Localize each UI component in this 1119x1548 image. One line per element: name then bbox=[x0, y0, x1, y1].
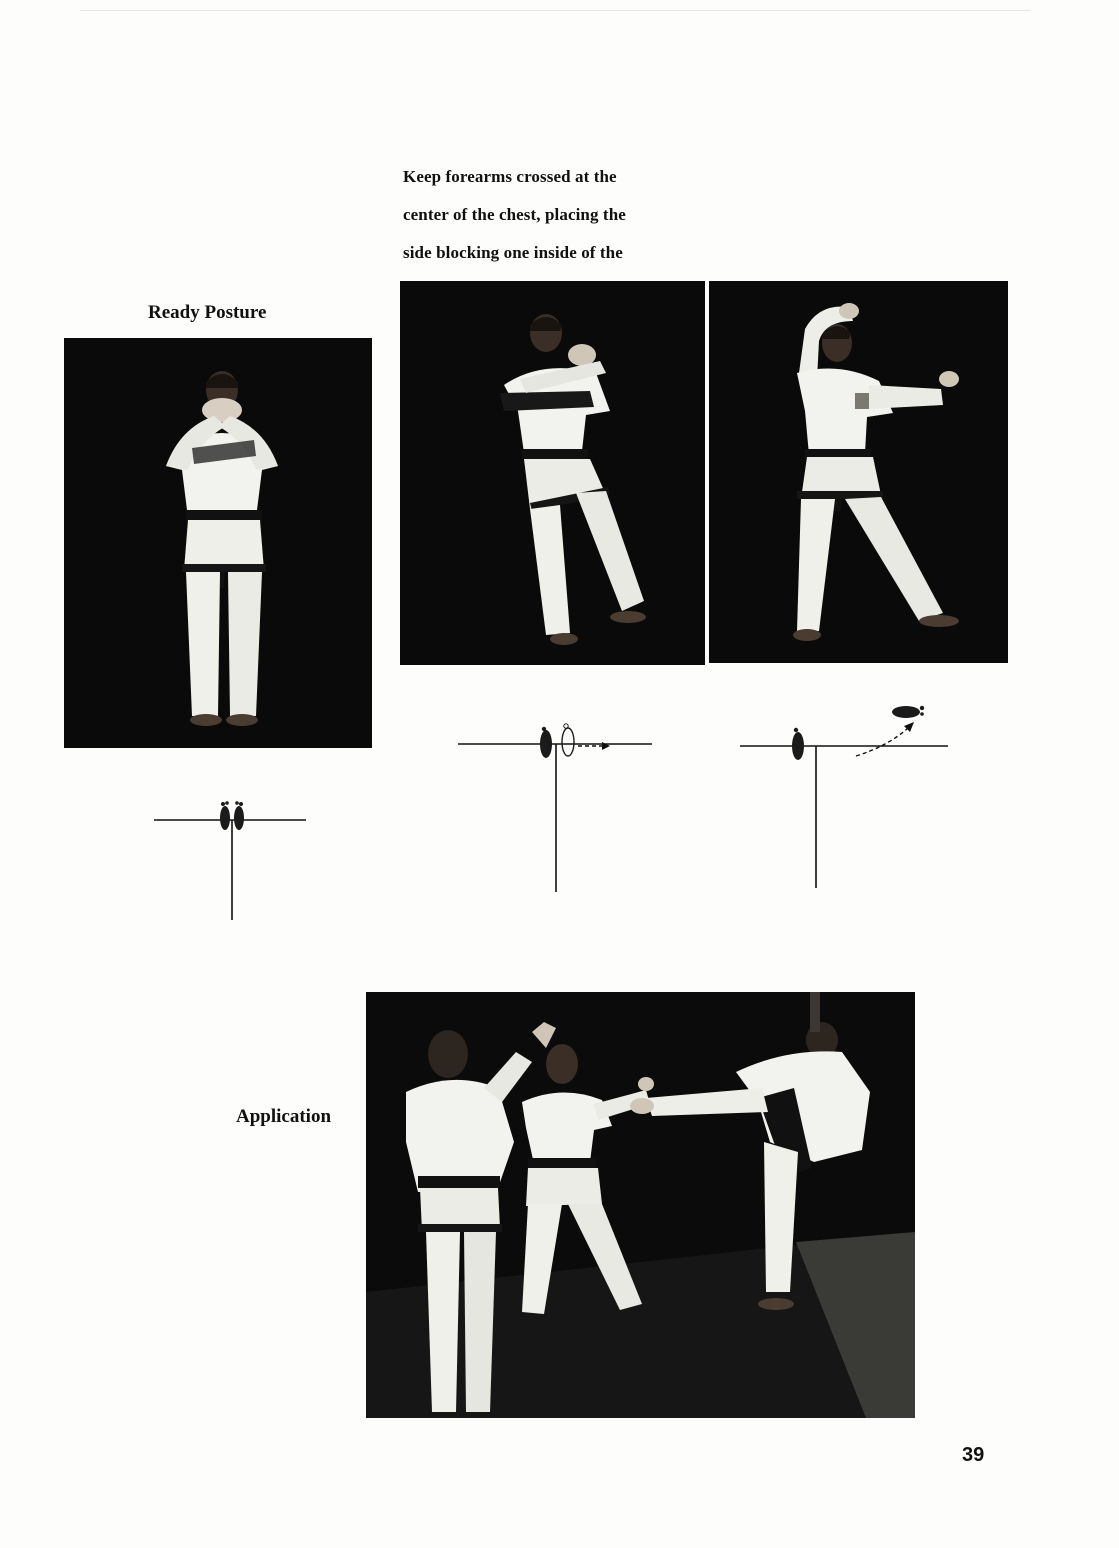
figure-side-block-stance bbox=[709, 281, 1008, 663]
footwork-diagram-step-1 bbox=[456, 722, 656, 894]
feet-step-icon bbox=[540, 724, 574, 758]
side-block-photo-2 bbox=[709, 281, 1008, 663]
rear-foot-icon bbox=[792, 728, 804, 760]
caption-line-3: side blocking one inside of the bbox=[403, 243, 623, 262]
footwork-diagram-ready bbox=[150, 798, 310, 922]
side-block-photo-1 bbox=[400, 281, 705, 665]
figure-crossed-forearms bbox=[400, 281, 705, 665]
ready-posture-photo bbox=[64, 338, 372, 748]
caption-line-2: center of the chest, placing the bbox=[403, 205, 626, 224]
curved-arrow-icon bbox=[856, 722, 914, 756]
application-label: Application bbox=[236, 1106, 332, 1127]
application-photo bbox=[366, 992, 915, 1418]
scan-edge-line bbox=[80, 10, 1030, 11]
page-number: 39 bbox=[962, 1444, 985, 1466]
footwork-diagram-step-2 bbox=[738, 700, 950, 890]
ready-posture-label: Ready Posture bbox=[148, 302, 267, 323]
caption-line-1: Keep forearms crossed at the bbox=[403, 167, 617, 186]
figure-standing-ready bbox=[64, 338, 372, 748]
moved-foot-icon bbox=[892, 706, 924, 718]
figures-sparring-kick-block bbox=[366, 992, 915, 1418]
